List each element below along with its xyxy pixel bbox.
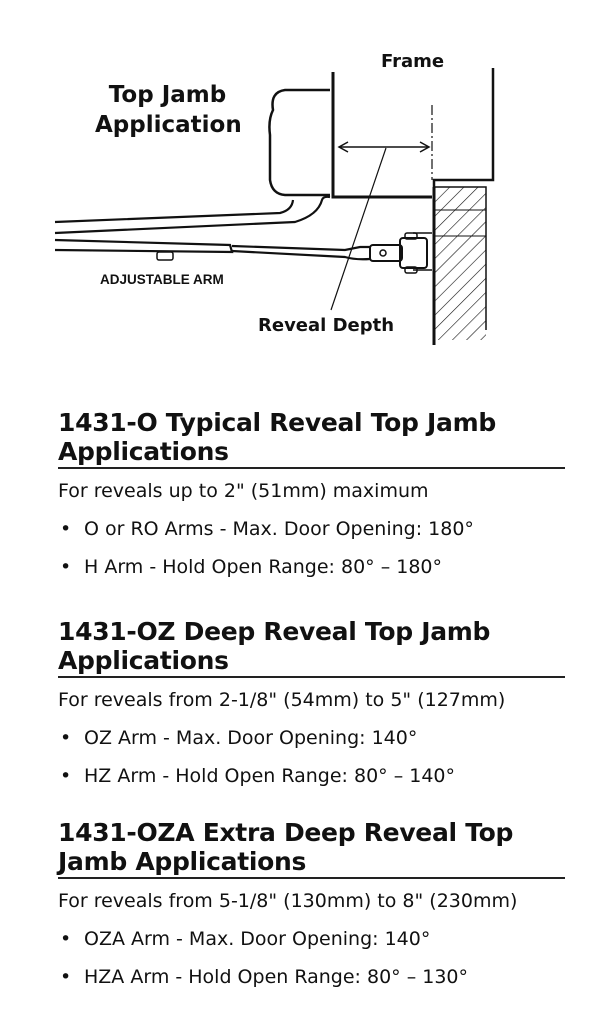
list-item-text: H Arm - Hold Open Range: 80° – 180° — [84, 556, 443, 578]
spec-list — [58, 726, 565, 788]
bullet-icon: • — [60, 928, 72, 950]
spec-list — [58, 517, 565, 579]
list-item-text: OZA Arm - Max. Door Opening: 140° — [84, 928, 431, 950]
top-jamb-diagram — [0, 0, 610, 360]
list-item — [58, 517, 565, 541]
list-item-text: HZ Arm - Hold Open Range: 80° – 140° — [84, 765, 456, 787]
reveal-dimension-arrow — [339, 142, 429, 152]
reveal-leader — [331, 148, 386, 310]
diagram-title — [95, 80, 240, 140]
list-item — [58, 764, 565, 788]
frame-label: Frame — [381, 51, 445, 72]
bullet-icon: • — [60, 966, 72, 988]
list-item — [58, 555, 565, 579]
section-1431-oza — [58, 818, 565, 989]
frame-outline — [333, 68, 493, 197]
bullet-icon: • — [60, 727, 72, 749]
adjustable-arm — [55, 197, 432, 273]
section-intro: For reveals up to 2" (51mm) maximum — [58, 480, 429, 502]
list-item — [58, 965, 565, 989]
section-heading: 1431-O Typical Reveal Top Jamb Applications — [58, 408, 565, 469]
reveal-depth-label: Reveal Depth — [258, 315, 395, 336]
section-1431-oz — [58, 617, 565, 788]
bullet-icon: • — [60, 765, 72, 787]
list-item — [58, 927, 565, 951]
list-item-text: O or RO Arms - Max. Door Opening: 180° — [84, 518, 474, 540]
list-item — [58, 726, 565, 750]
section-heading: 1431-OZA Extra Deep Reveal Top Jamb Applications — [58, 818, 565, 879]
list-item-text: HZA Arm - Hold Open Range: 80° – 130° — [84, 966, 469, 988]
section-1431-o — [58, 408, 565, 579]
closer-body — [269, 90, 330, 195]
hatched-wall — [434, 187, 486, 345]
list-item-text: OZ Arm - Max. Door Opening: 140° — [84, 727, 418, 749]
diagram-title-line2: Application — [95, 112, 242, 138]
section-intro: For reveals from 5-1/8" (130mm) to 8" (230mm) — [58, 890, 518, 912]
section-intro: For reveals from 2-1/8" (54mm) to 5" (127mm) — [58, 689, 506, 711]
bullet-icon: • — [60, 518, 72, 540]
diagram-drawing — [0, 0, 610, 360]
adjustable-arm-label: ADJUSTABLE ARM — [100, 272, 224, 287]
bullet-icon: • — [60, 556, 72, 578]
diagram-title-line1: Top Jamb — [108, 82, 227, 108]
section-heading: 1431-OZ Deep Reveal Top Jamb Applications — [58, 617, 565, 678]
spec-list — [58, 927, 565, 989]
